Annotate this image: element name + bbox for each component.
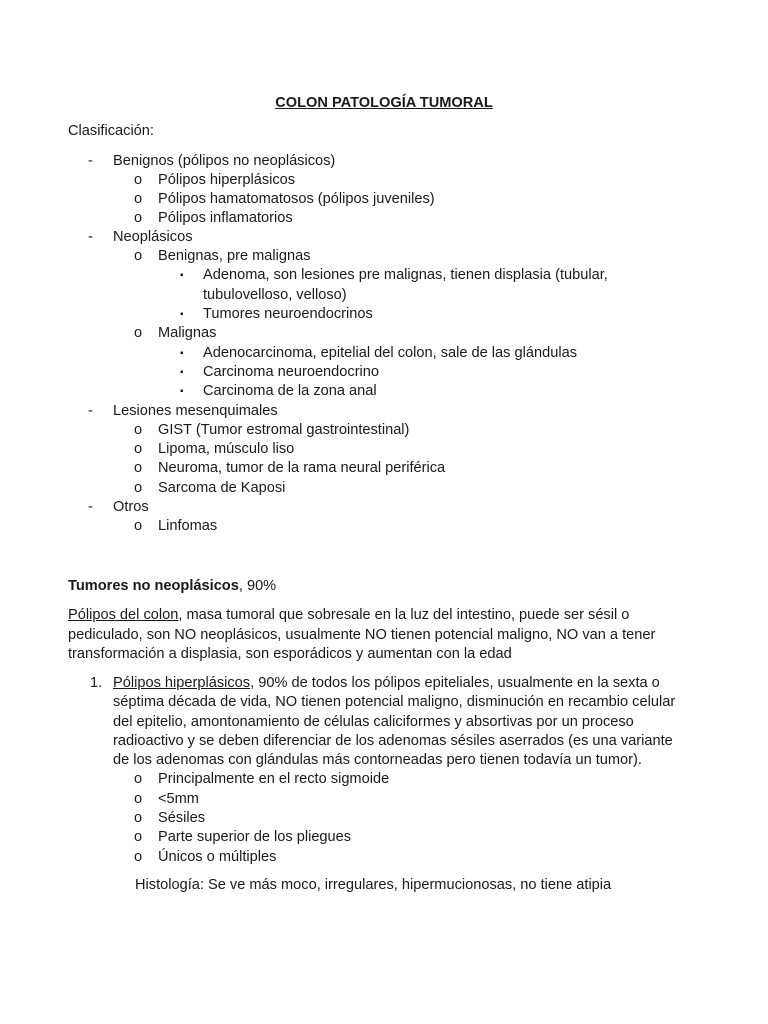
paragraph-line: radioactivo y se deben diferenciar de los adenomas sésiles aserrados (es una variante (113, 733, 673, 749)
list-circle-marker: o (134, 325, 143, 341)
paragraph-line: de los adenomas con glándulas más contorneadas pero tienen todavía un tumor). (113, 752, 642, 768)
paragraph-line (68, 606, 629, 625)
paragraph-line: del epitelio, amontonamiento de células caliciformes y absortivas por un proceso (113, 714, 634, 730)
section-heading (68, 577, 276, 596)
list-item-benignas: Benignas, pre malignas (158, 248, 311, 264)
paragraph-line: séptima década de vida, NO tienen potencial maligno, disminución en recambio celular (113, 694, 676, 710)
list-item: Adenocarcinoma, epitelial del colon, sale de las glándulas (203, 345, 578, 361)
paragraph-line: pediculado, son NO neoplásicos, usualmente NO tienen potencial maligno, NO van a tener (68, 627, 656, 643)
list-item-mesenquimales: Lesiones mesenquimales (113, 403, 278, 419)
list-item: Sésiles (158, 810, 206, 826)
list-item: Únicos o múltiples (158, 849, 277, 865)
list-item: Linfomas (158, 518, 218, 534)
histologia-text: Histología: Se ve más moco, irregulares, hipermucionosas, no tiene atipia (135, 877, 612, 893)
list-circle-marker: o (134, 791, 143, 807)
section-heading-text: Tumores no neoplásicos (68, 578, 239, 594)
list-dash-marker: - (88, 499, 93, 515)
list-dash-marker: - (88, 403, 93, 419)
list-item: Pólipos hiperplásicos (158, 172, 296, 188)
list-circle-marker: o (134, 810, 143, 826)
list-circle-marker: o (134, 480, 143, 496)
section-heading-suffix: , 90% (238, 578, 277, 594)
list-circle-marker: o (134, 441, 143, 457)
list-item-benignos: Benignos (pólipos no neoplásicos) (113, 153, 336, 169)
list-dash-marker: - (88, 229, 93, 245)
list-item-neoplasicos: Neoplásicos (113, 229, 193, 245)
list-circle-marker: o (134, 829, 143, 845)
term-polipos-hiperplasicos: Pólipos hiperplásicos (113, 675, 251, 691)
list-item: Adenoma, son lesiones pre malignas, tienen displasia (tubular, (203, 267, 608, 283)
list-item: Lipoma, músculo liso (158, 441, 295, 457)
list-item-continuation: tubulovelloso, velloso) (203, 287, 347, 303)
list-dash-marker: - (88, 153, 93, 169)
paragraph-line (113, 674, 660, 693)
list-circle-marker: o (134, 422, 143, 438)
list-item: Sarcoma de Kaposi (158, 480, 286, 496)
list-circle-marker: o (134, 460, 143, 476)
list-item: Pólipos inflamatorios (158, 210, 293, 226)
list-item: Carcinoma neuroendocrino (203, 364, 380, 380)
list-square-marker: ▪ (180, 367, 184, 378)
term-polipos-colon: Pólipos del colon (68, 607, 179, 623)
list-item: <5mm (158, 791, 199, 807)
list-square-marker: ▪ (180, 348, 184, 359)
list-item: Principalmente en el recto sigmoide (158, 771, 390, 787)
list-circle-marker: o (134, 849, 143, 865)
list-square-marker: ▪ (180, 386, 184, 397)
list-item: Neuroma, tumor de la rama neural periférica (158, 460, 446, 476)
list-item: Carcinoma de la zona anal (203, 383, 377, 399)
list-item: Pólipos hamatomatosos (pólipos juveniles) (158, 191, 435, 207)
list-circle-marker: o (134, 771, 143, 787)
list-item: Parte superior de los pliegues (158, 829, 352, 845)
list-circle-marker: o (134, 248, 143, 264)
list-item: Tumores neuroendocrinos (203, 306, 373, 322)
list-circle-marker: o (134, 172, 143, 188)
paragraph-line: transformación a displasia, son esporádicos y aumentan con la edad (68, 646, 512, 662)
list-circle-marker: o (134, 518, 143, 534)
list-circle-marker: o (134, 210, 143, 226)
paragraph-text: , masa tumoral que sobresale en la luz del intestino, puede ser sésil o (178, 607, 630, 623)
list-item-malignas: Malignas (158, 325, 217, 341)
list-circle-marker: o (134, 191, 143, 207)
classification-label: Clasificación: (68, 123, 154, 139)
list-item-otros: Otros (113, 499, 149, 515)
list-number: 1. (90, 675, 103, 691)
paragraph-text: , 90% de todos los pólipos epiteliales, usualmente en la sexta o (250, 675, 660, 691)
list-square-marker: ▪ (180, 270, 184, 281)
page-title: COLON PATOLOGÍA TUMORAL (275, 95, 493, 111)
list-item: GIST (Tumor estromal gastrointestinal) (158, 422, 410, 438)
list-square-marker: ▪ (180, 309, 184, 320)
